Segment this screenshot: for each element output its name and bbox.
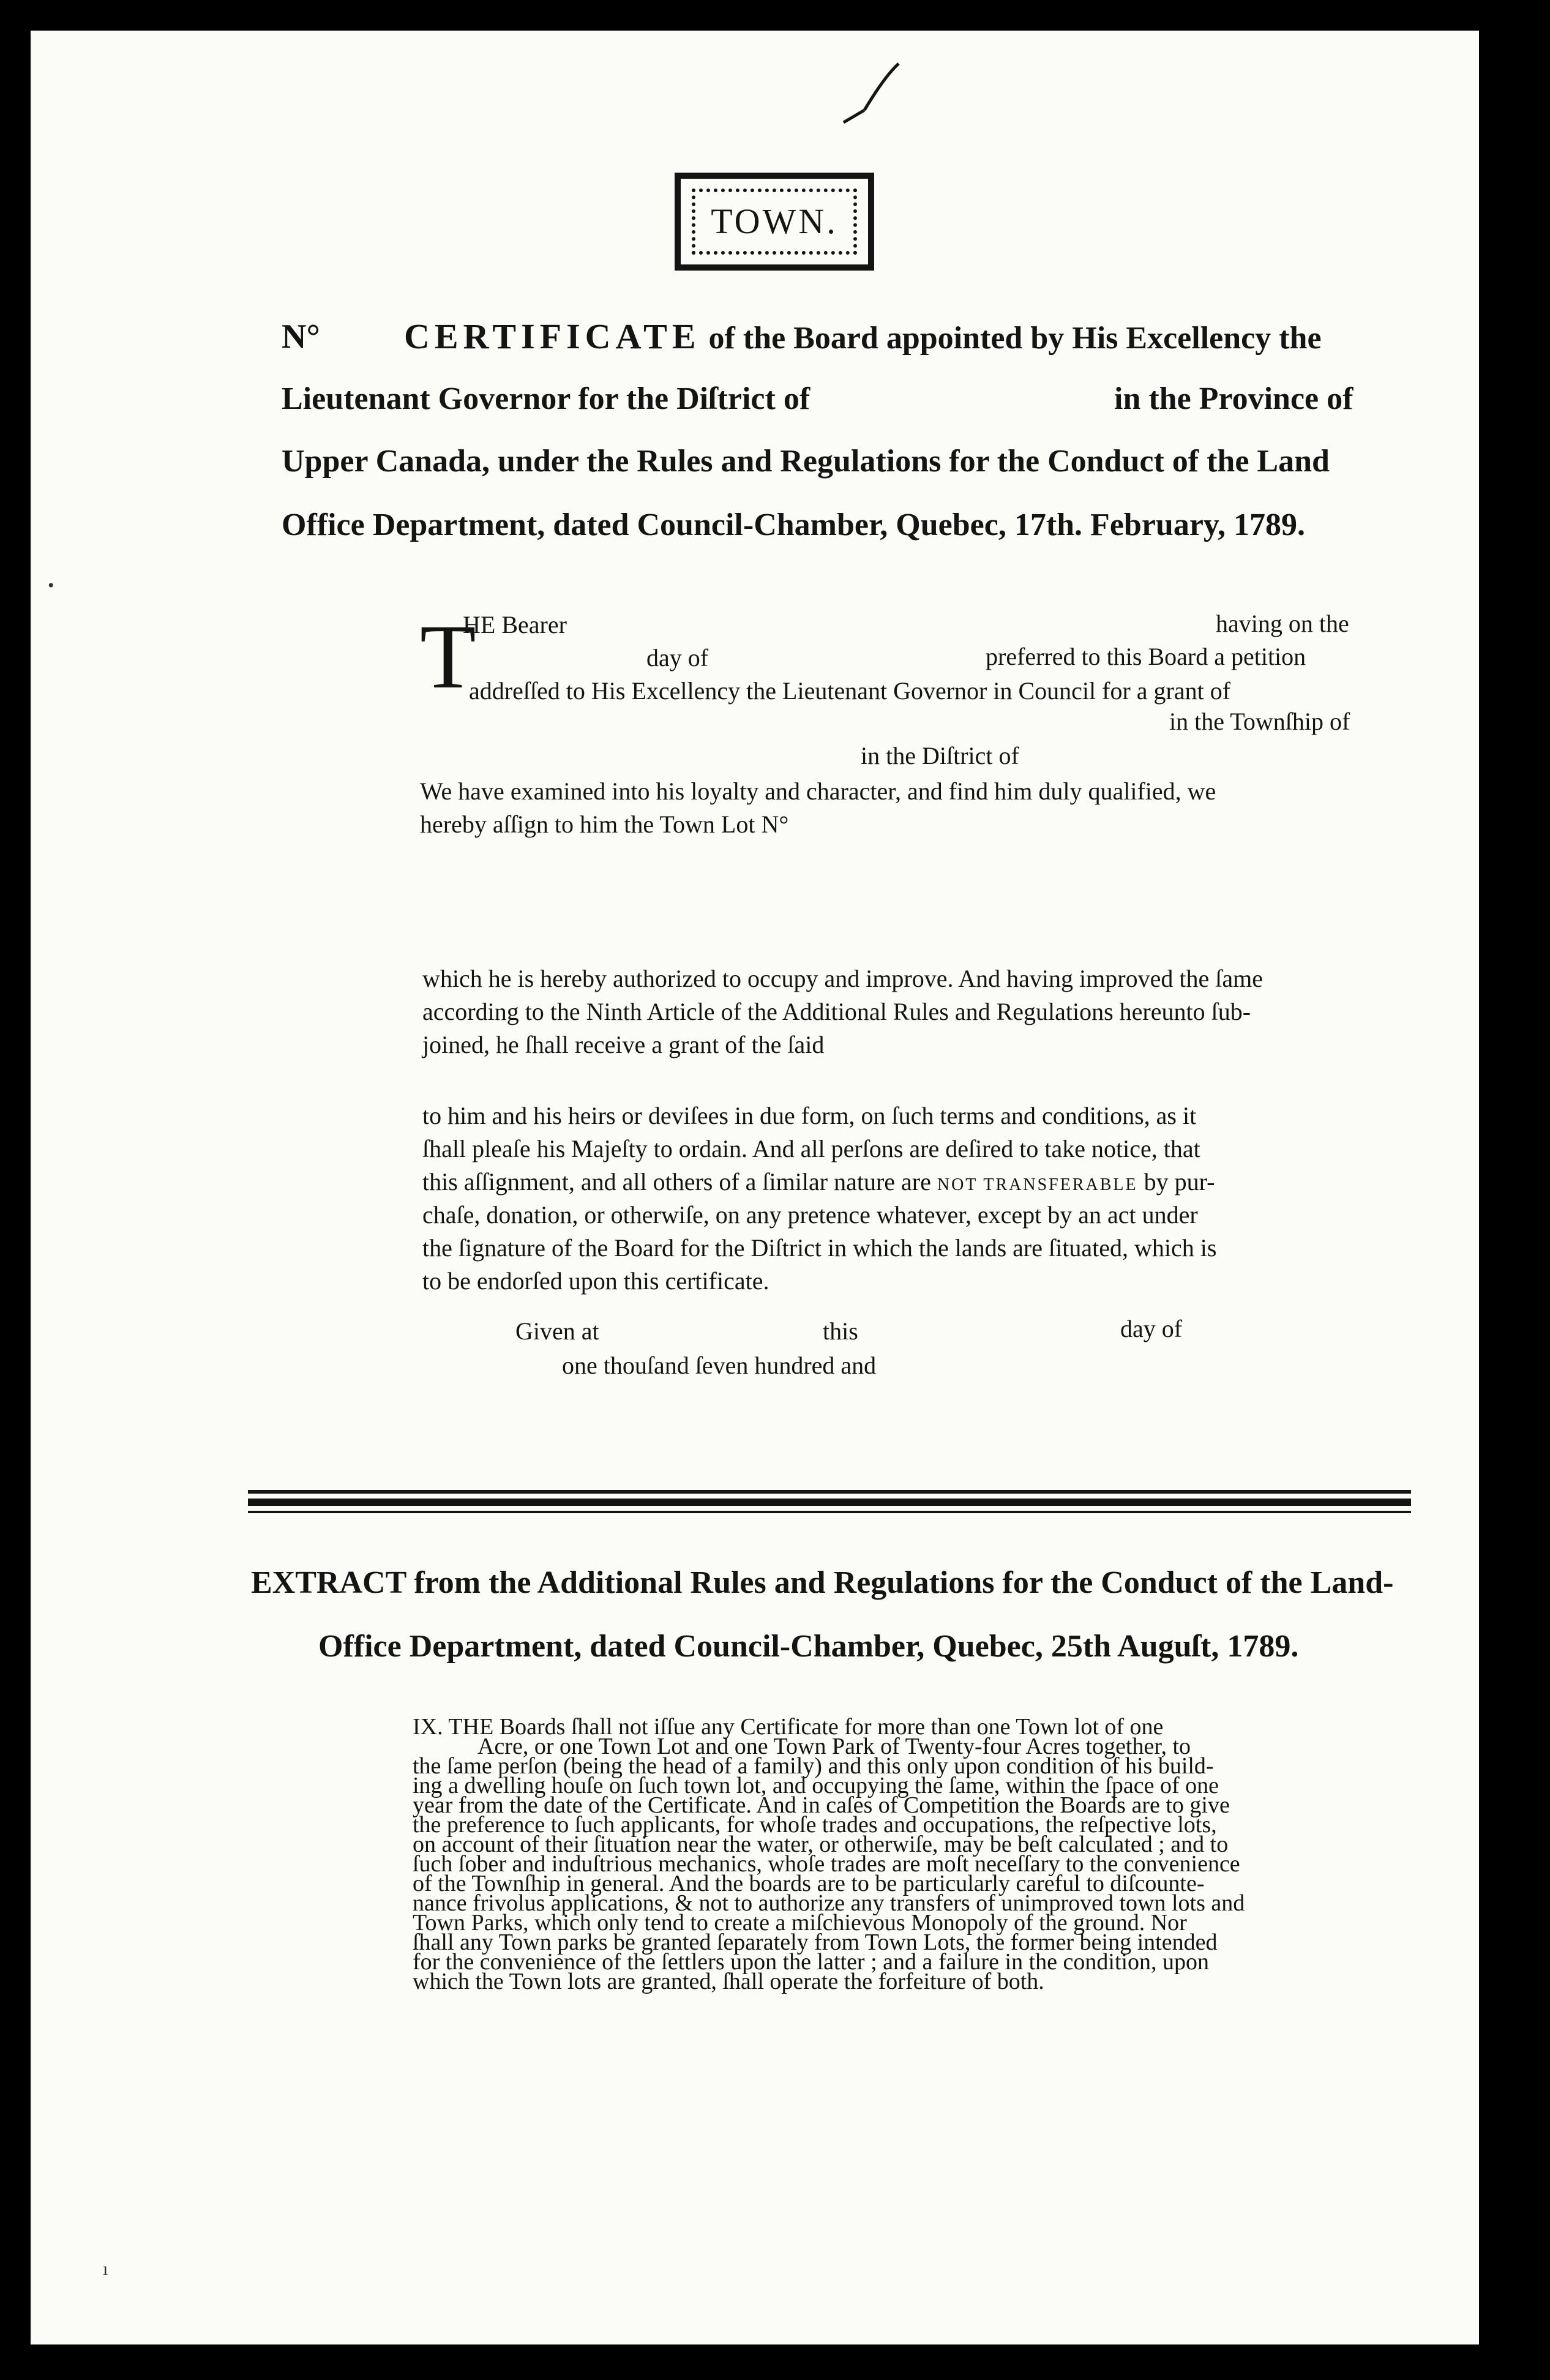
pen-stroke-mark xyxy=(839,61,912,129)
extract-line: ing a dwelling houſe on ſuch town lot, and occupying the ſame, within the ſpace of one xyxy=(413,1773,1219,1798)
cert-line-7: hereby aſſign to him the Town Lot N° xyxy=(420,810,789,838)
extract-heading-2: Office Department, dated Council-Chamber, Quebec, 25th Auguſt, 1789. xyxy=(318,1629,1299,1664)
extract-line: year from the date of the Certificate. And in caſes of Competition the Boards are to give xyxy=(413,1792,1230,1818)
cert-line-14: chaſe, donation, or otherwiſe, on any pretence whatever, except by an act under xyxy=(422,1201,1198,1229)
title-line-3: Upper Canada, under the Rules and Regulations for the Conduct of the Land xyxy=(282,444,1330,479)
cartouche-label: TOWN. xyxy=(711,201,838,241)
cert-line-2a: day of xyxy=(646,644,709,672)
title-line-1-rest: of the Board appointed by His Excellency the xyxy=(708,321,1322,356)
drop-cap: T xyxy=(420,606,476,708)
cert-line-12: ſhall pleaſe his Majeſty to ordain. And all perſons are deſired to take notice, that xyxy=(422,1135,1200,1162)
cert-line-13c: by pur- xyxy=(1144,1168,1215,1196)
given-day-of-label: day of xyxy=(1120,1315,1183,1342)
divider-rule-bottom xyxy=(248,1511,1411,1513)
title-line-2a: Lieutenant Governor for the Diſtrict of xyxy=(282,381,811,416)
cert-line-5: in the Diſtrict of xyxy=(861,742,1019,769)
cert-line-10: joined, he ſhall receive a grant of the ſaid xyxy=(422,1031,825,1058)
cert-line-2b: preferred to this Board a petition xyxy=(986,643,1306,670)
certificate-number-label: N° xyxy=(282,318,320,356)
extract-line: ſuch ſober and induſtrious mechanics, whoſe trades are moſt neceſſary to the convenience xyxy=(413,1851,1240,1877)
cert-line-3: addreſſed to His Excellency the Lieutenant Governor in Council for a grant of xyxy=(469,677,1231,705)
extract-line: IX. THE Boards ſhall not iſſue any Certificate for more than one Town lot of one xyxy=(413,1714,1164,1740)
extract-line: nance frivolus applications, & not to authorize any transfers of unimproved town lots and xyxy=(413,1890,1245,1916)
cert-line-15: the ſignature of the Board for the Diſtrict in which the lands are ſituated, which is xyxy=(422,1234,1217,1262)
given-at-label: Given at xyxy=(515,1317,599,1345)
certificate-word: CERTIFICATE xyxy=(404,316,701,356)
given-this-label: this xyxy=(823,1317,858,1345)
cert-line-11: to him and his heirs or deviſees in due form, on ſuch terms and conditions, as it xyxy=(422,1102,1197,1129)
title-line-4: Office Department, dated Council-Chamber, Quebec, 17th. February, 1789. xyxy=(282,507,1306,542)
margin-speck: ı xyxy=(103,2259,108,2279)
document-page xyxy=(31,31,1479,2344)
extract-line: which the Town lots are granted, ſhall operate the forfeiture of both. xyxy=(413,1969,1044,1994)
extract-line: on account of their ſituation near the water, or otherwiſe, may be beſt calculated ; and to xyxy=(413,1832,1229,1857)
extract-line: Town Parks, which only tend to create a miſchievous Monopoly of the ground. Nor xyxy=(413,1910,1187,1936)
margin-speck: • xyxy=(48,575,54,596)
town-cartouche xyxy=(675,173,874,271)
extract-line: the preference to ſuch applicants, for whoſe trades and occupations, the reſpective lots, xyxy=(413,1812,1217,1838)
divider-rule-main xyxy=(248,1499,1411,1506)
extract-line: of the Townſhip in general. And the boards are to be particularly careful to diſcounte- xyxy=(413,1871,1205,1896)
cert-line-13 xyxy=(422,1167,1215,1200)
given-year-label: one thouſand ſeven hundred and xyxy=(562,1352,877,1379)
title-line-2 xyxy=(282,381,1371,417)
divider-rule-top xyxy=(248,1490,1411,1494)
cert-line-13a: this aſſignment, and all others of a ſimilar nature are xyxy=(422,1168,931,1196)
cert-line-6: We have examined into his loyalty and character, and find him duly qualified, we xyxy=(420,777,1216,805)
cert-line-16: to be endorſed upon this certificate. xyxy=(422,1267,769,1295)
title-line-2b: in the Province of xyxy=(1114,381,1353,416)
cert-line-8: which he is hereby authorized to occupy and improve. And having improved the ſame xyxy=(422,965,1263,992)
cert-line-4: in the Townſhip of xyxy=(1169,708,1350,735)
extract-heading-1: EXTRACT from the Additional Rules and Regulations for the Conduct of the Land- xyxy=(251,1565,1394,1600)
cert-line-9: according to the Ninth Article of the Additional Rules and Regulations hereunto ſub- xyxy=(422,998,1251,1025)
cert-line-1a: HE Bearer xyxy=(463,611,567,638)
extract-line: ſhall any Town parks be granted ſeparately from Town Lots, the former being intended xyxy=(413,1929,1218,1955)
extract-line: the ſame perſon (being the head of a family) and this only upon condition of his build- xyxy=(413,1753,1214,1779)
extract-line: Acre, or one Town Lot and one Town Park of Twenty-four Acres together, to xyxy=(477,1734,1191,1759)
title-line-1 xyxy=(404,318,1359,357)
extract-line: for the convenience of the ſettlers upon the latter ; and a failure in the condition, upon xyxy=(413,1949,1210,1975)
not-transferable-label: NOT TRANSFERABLE xyxy=(937,1175,1138,1194)
cert-line-1b: having on the xyxy=(1216,610,1349,637)
